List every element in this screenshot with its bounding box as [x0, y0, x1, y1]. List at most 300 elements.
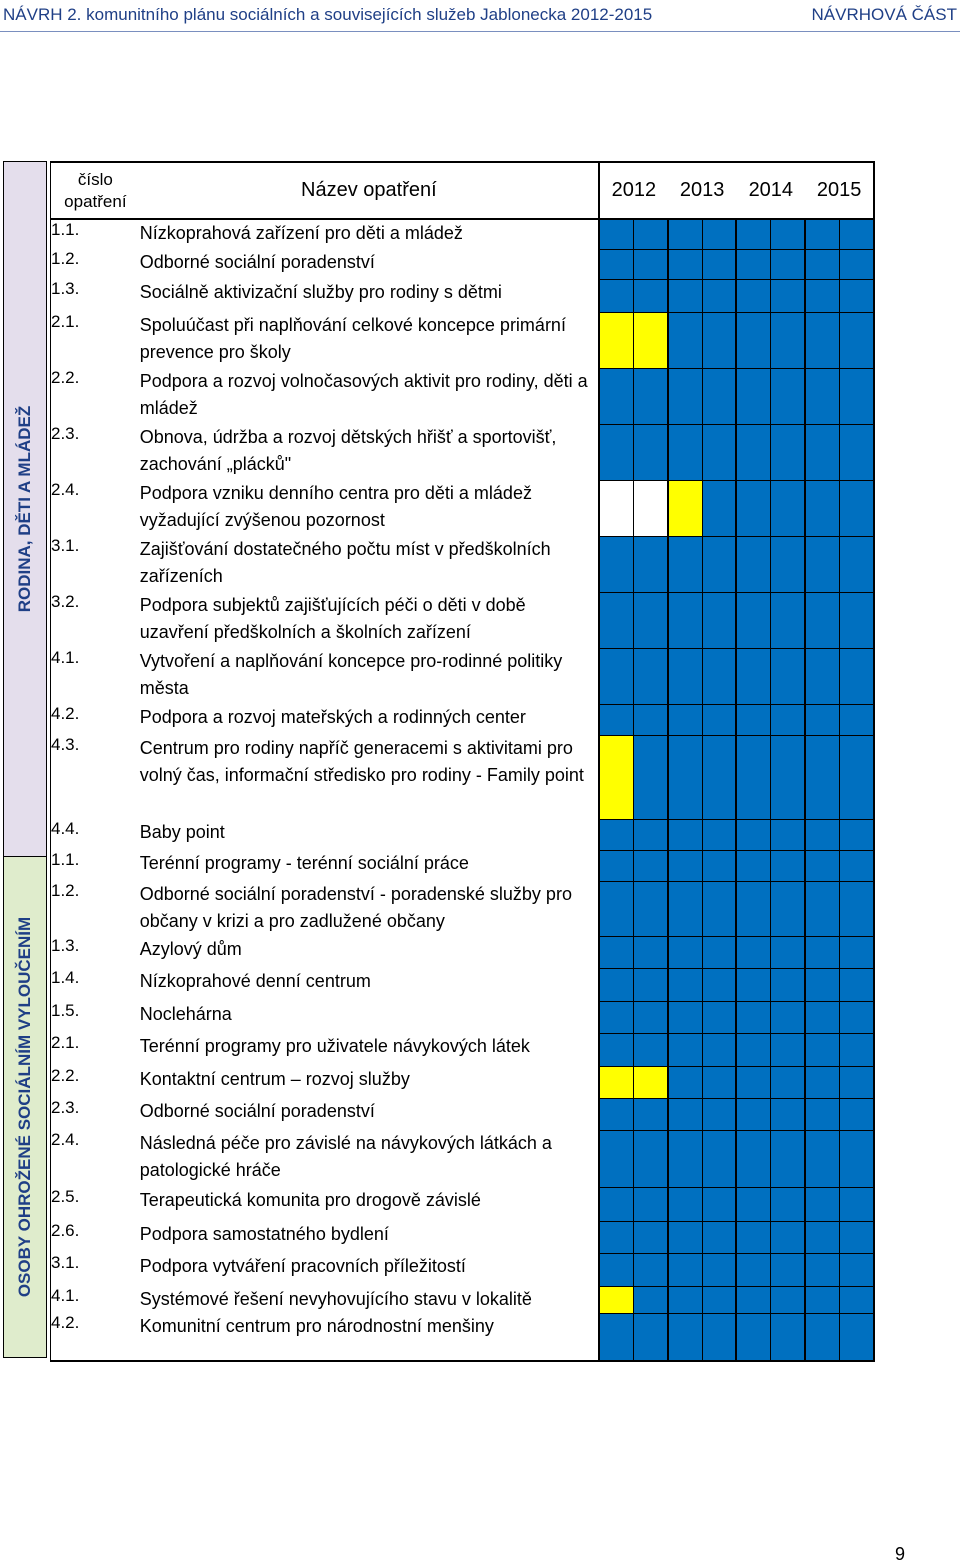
schedule-cell — [840, 368, 874, 424]
table-row — [51, 1286, 875, 1313]
schedule-cell — [736, 968, 770, 1001]
schedule-cell — [599, 368, 633, 424]
schedule-cell — [736, 1313, 770, 1361]
schedule-cell — [771, 592, 805, 648]
schedule-cell — [702, 968, 736, 1001]
measure-number: 1.2. — [51, 881, 140, 936]
measure-name: Zajišťování dostatečného počtu míst v předškolních zařízeních — [140, 536, 599, 592]
measure-name: Centrum pro rodiny napříč generacemi s aktivitami pro volný čas, informační středisko pro rodiny - Family point — [140, 735, 599, 819]
schedule-cell — [633, 1130, 667, 1187]
measure-number: 3.1. — [51, 1253, 140, 1286]
schedule-cell — [771, 881, 805, 936]
measure-number: 4.1. — [51, 1286, 140, 1313]
schedule-cell — [736, 850, 770, 881]
schedule-cell — [805, 1033, 839, 1066]
schedule-cell — [736, 819, 770, 850]
schedule-cell — [736, 1033, 770, 1066]
measure-number: 2.6. — [51, 1221, 140, 1253]
measure-name: Baby point — [140, 819, 599, 850]
schedule-cell — [702, 1313, 736, 1361]
table-row — [51, 592, 875, 648]
measure-name: Odborné sociální poradenství - poradenské služby pro občany v krizi a pro zadlužené občany — [140, 881, 599, 936]
schedule-cell — [668, 1066, 702, 1098]
schedule-cell — [805, 219, 839, 249]
document-part: NÁVRHOVÁ ČÁST — [811, 5, 957, 24]
measure-number: 3.1. — [51, 536, 140, 592]
measure-name: Terénní programy - terénní sociální práce — [140, 850, 599, 881]
schedule-cell — [599, 1253, 633, 1286]
schedule-cell — [840, 219, 874, 249]
schedule-cell — [599, 648, 633, 704]
schedule-cell — [702, 592, 736, 648]
schedule-cell — [599, 592, 633, 648]
page-header — [0, 0, 960, 32]
measure-number: 2.4. — [51, 480, 140, 536]
schedule-cell — [599, 850, 633, 881]
schedule-cell — [736, 1001, 770, 1033]
schedule-cell — [668, 1033, 702, 1066]
schedule-cell — [736, 1253, 770, 1286]
schedule-cell — [702, 279, 736, 312]
schedule-cell — [840, 850, 874, 881]
schedule-cell — [771, 279, 805, 312]
schedule-cell — [633, 368, 667, 424]
table-row — [51, 1253, 875, 1286]
schedule-cell — [668, 1187, 702, 1221]
table-row — [51, 819, 875, 850]
table-row — [51, 1001, 875, 1033]
table-row — [51, 704, 875, 735]
table-row — [51, 249, 875, 279]
table-header-row — [51, 162, 875, 219]
schedule-cell — [805, 1066, 839, 1098]
schedule-cell — [702, 1253, 736, 1286]
schedule-cell — [633, 1253, 667, 1286]
table-row — [51, 1313, 875, 1361]
schedule-cell — [840, 480, 874, 536]
schedule-cell — [771, 1066, 805, 1098]
schedule-cell — [702, 368, 736, 424]
schedule-cell — [599, 1001, 633, 1033]
measure-name: Sociálně aktivizační služby pro rodiny s dětmi — [140, 279, 599, 312]
measure-name: Noclehárna — [140, 1001, 599, 1033]
table-row — [51, 279, 875, 312]
schedule-cell — [668, 1098, 702, 1130]
table-body — [51, 219, 875, 1361]
schedule-cell — [736, 1187, 770, 1221]
table-row — [51, 219, 875, 249]
section-title: RODINA, DĚTI A MLÁDEŽ — [15, 405, 34, 613]
schedule-cell — [668, 850, 702, 881]
schedule-cell — [840, 1313, 874, 1361]
measure-name: Vytvoření a naplňování koncepce pro-rodinné politiky města — [140, 648, 599, 704]
schedule-cell — [668, 819, 702, 850]
schedule-cell — [599, 1066, 633, 1098]
schedule-cell — [805, 279, 839, 312]
schedule-cell — [771, 368, 805, 424]
schedule-cell — [668, 249, 702, 279]
schedule-cell — [840, 279, 874, 312]
schedule-cell — [771, 219, 805, 249]
schedule-cell — [805, 1098, 839, 1130]
measure-number: 2.5. — [51, 1187, 140, 1221]
schedule-cell — [805, 819, 839, 850]
measure-name: Podpora a rozvoj mateřských a rodinných center — [140, 704, 599, 735]
schedule-cell — [805, 1001, 839, 1033]
schedule-cell — [668, 648, 702, 704]
schedule-cell — [805, 1187, 839, 1221]
schedule-cell — [840, 704, 874, 735]
section-title: OSOBY OHROŽENÉ SOCIÁLNÍM VYLOUČENÍM — [15, 916, 34, 1298]
schedule-cell — [736, 424, 770, 480]
measure-name: Azylový dům — [140, 936, 599, 968]
schedule-cell — [805, 368, 839, 424]
schedule-cell — [736, 536, 770, 592]
schedule-cell — [771, 819, 805, 850]
schedule-cell — [668, 368, 702, 424]
schedule-cell — [840, 1130, 874, 1187]
schedule-cell — [805, 592, 839, 648]
schedule-cell — [702, 819, 736, 850]
schedule-cell — [840, 648, 874, 704]
schedule-cell — [736, 592, 770, 648]
schedule-cell — [702, 735, 736, 819]
schedule-cell — [736, 881, 770, 936]
schedule-cell — [599, 1286, 633, 1313]
schedule-cell — [633, 881, 667, 936]
schedule-cell — [702, 1066, 736, 1098]
schedule-cell — [633, 1098, 667, 1130]
schedule-cell — [599, 735, 633, 819]
table-row — [51, 536, 875, 592]
table-row — [51, 480, 875, 536]
measure-number: 1.3. — [51, 936, 140, 968]
table-row — [51, 312, 875, 368]
schedule-cell — [599, 881, 633, 936]
schedule-cell — [599, 1130, 633, 1187]
schedule-cell — [668, 480, 702, 536]
column-header-number: číslo opatření — [51, 162, 140, 219]
measure-number: 3.2. — [51, 592, 140, 648]
measure-name: Kontaktní centrum – rozvoj služby — [140, 1066, 599, 1098]
schedule-cell — [736, 1130, 770, 1187]
schedule-cell — [633, 1066, 667, 1098]
schedule-cell — [668, 1253, 702, 1286]
column-header-name: Název opatření — [140, 162, 599, 219]
schedule-cell — [702, 424, 736, 480]
schedule-cell — [840, 881, 874, 936]
schedule-cell — [633, 424, 667, 480]
column-header-year: 2014 — [736, 162, 805, 219]
schedule-cell — [805, 648, 839, 704]
measure-name: Terapeutická komunita pro drogově závislé — [140, 1187, 599, 1221]
measure-name: Podpora vytváření pracovních příležitostí — [140, 1253, 599, 1286]
measure-number: 1.5. — [51, 1001, 140, 1033]
schedule-cell — [805, 480, 839, 536]
schedule-cell — [840, 1033, 874, 1066]
schedule-cell — [736, 480, 770, 536]
table-row — [51, 1098, 875, 1130]
schedule-cell — [840, 249, 874, 279]
measure-number: 4.3. — [51, 735, 140, 819]
measure-number: 4.4. — [51, 819, 140, 850]
schedule-cell — [599, 1221, 633, 1253]
schedule-cell — [771, 1130, 805, 1187]
schedule-cell — [633, 968, 667, 1001]
measure-name: Nízkoprahová zařízení pro děti a mládež — [140, 219, 599, 249]
schedule-cell — [599, 936, 633, 968]
schedule-cell — [736, 936, 770, 968]
schedule-cell — [771, 1033, 805, 1066]
measures-schedule — [3, 161, 875, 1358]
schedule-cell — [840, 1221, 874, 1253]
schedule-cell — [702, 1098, 736, 1130]
schedule-cell — [805, 881, 839, 936]
schedule-cell — [736, 312, 770, 368]
measure-name: Odborné sociální poradenství — [140, 249, 599, 279]
schedule-cell — [805, 424, 839, 480]
schedule-cell — [668, 881, 702, 936]
schedule-cell — [805, 850, 839, 881]
measure-name: Odborné sociální poradenství — [140, 1098, 599, 1130]
schedule-cell — [736, 1286, 770, 1313]
schedule-cell — [736, 368, 770, 424]
schedule-cell — [633, 1313, 667, 1361]
schedule-cell — [771, 249, 805, 279]
schedule-cell — [599, 1313, 633, 1361]
schedule-cell — [668, 536, 702, 592]
schedule-cell — [599, 424, 633, 480]
measure-name: Terénní programy pro uživatele návykových látek — [140, 1033, 599, 1066]
schedule-cell — [736, 735, 770, 819]
table-row — [51, 1221, 875, 1253]
schedule-cell — [736, 249, 770, 279]
measure-number: 2.1. — [51, 312, 140, 368]
schedule-cell — [633, 1001, 667, 1033]
schedule-cell — [771, 704, 805, 735]
schedule-cell — [599, 1187, 633, 1221]
schedule-cell — [702, 1001, 736, 1033]
schedule-cell — [771, 1253, 805, 1286]
schedule-cell — [702, 1187, 736, 1221]
schedule-cell — [805, 1130, 839, 1187]
section-label-family — [3, 161, 47, 857]
schedule-cell — [840, 936, 874, 968]
schedule-cell — [736, 704, 770, 735]
schedule-cell — [736, 1098, 770, 1130]
schedule-cell — [668, 219, 702, 249]
schedule-cell — [702, 249, 736, 279]
measure-number: 1.2. — [51, 249, 140, 279]
schedule-cell — [633, 536, 667, 592]
schedule-cell — [633, 1187, 667, 1221]
schedule-cell — [771, 968, 805, 1001]
schedule-cell — [668, 1221, 702, 1253]
schedule-cell — [668, 312, 702, 368]
schedule-cell — [771, 536, 805, 592]
schedule-cell — [805, 1286, 839, 1313]
measure-name: Obnova, údržba a rozvoj dětských hřišť a sportovišť, zachování „pláckůʺ — [140, 424, 599, 480]
schedule-cell — [840, 819, 874, 850]
measure-name: Komunitní centrum pro národnostní menšiny — [140, 1313, 599, 1361]
schedule-cell — [736, 1221, 770, 1253]
schedule-cell — [736, 279, 770, 312]
measure-name: Následná péče pro závislé na návykových látkách a patologické hráče — [140, 1130, 599, 1187]
schedule-cell — [633, 1221, 667, 1253]
schedule-cell — [771, 424, 805, 480]
schedule-cell — [736, 219, 770, 249]
section-label-social-exclusion — [3, 856, 47, 1358]
table-row — [51, 1187, 875, 1221]
schedule-cell — [702, 536, 736, 592]
measure-number: 1.1. — [51, 219, 140, 249]
schedule-cell — [668, 968, 702, 1001]
schedule-cell — [633, 312, 667, 368]
schedule-cell — [702, 704, 736, 735]
schedule-cell — [771, 850, 805, 881]
schedule-cell — [805, 936, 839, 968]
column-header-year: 2015 — [805, 162, 874, 219]
column-header-year: 2013 — [668, 162, 737, 219]
schedule-cell — [599, 480, 633, 536]
schedule-cell — [668, 936, 702, 968]
schedule-cell — [771, 648, 805, 704]
schedule-cell — [840, 1001, 874, 1033]
table-row — [51, 648, 875, 704]
measure-number: 2.2. — [51, 368, 140, 424]
schedule-cell — [840, 592, 874, 648]
schedule-cell — [840, 1253, 874, 1286]
schedule-cell — [771, 1313, 805, 1361]
schedule-cell — [805, 1253, 839, 1286]
schedule-cell — [633, 704, 667, 735]
schedule-cell — [668, 704, 702, 735]
schedule-cell — [599, 279, 633, 312]
schedule-cell — [599, 704, 633, 735]
measure-number: 1.4. — [51, 968, 140, 1001]
schedule-cell — [668, 1313, 702, 1361]
schedule-cell — [805, 1221, 839, 1253]
schedule-cell — [805, 1313, 839, 1361]
schedule-cell — [599, 536, 633, 592]
schedule-cell — [771, 1001, 805, 1033]
table-row — [51, 1130, 875, 1187]
table-row — [51, 368, 875, 424]
schedule-cell — [771, 936, 805, 968]
measure-name: Podpora samostatného bydlení — [140, 1221, 599, 1253]
schedule-table — [50, 161, 875, 1362]
schedule-cell — [771, 1187, 805, 1221]
measure-name: Podpora vzniku denního centra pro děti a mládež vyžadující zvýšenou pozornost — [140, 480, 599, 536]
table-row — [51, 1066, 875, 1098]
table-row — [51, 850, 875, 881]
schedule-cell — [840, 735, 874, 819]
schedule-cell — [668, 1001, 702, 1033]
schedule-cell — [702, 1286, 736, 1313]
schedule-cell — [805, 249, 839, 279]
schedule-cell — [702, 312, 736, 368]
schedule-cell — [633, 219, 667, 249]
schedule-cell — [633, 279, 667, 312]
schedule-cell — [668, 1130, 702, 1187]
schedule-cell — [668, 424, 702, 480]
schedule-cell — [599, 819, 633, 850]
schedule-cell — [805, 968, 839, 1001]
schedule-cell — [702, 480, 736, 536]
measure-number: 2.1. — [51, 1033, 140, 1066]
schedule-cell — [805, 312, 839, 368]
table-row — [51, 735, 875, 819]
schedule-cell — [599, 1033, 633, 1066]
schedule-cell — [840, 1066, 874, 1098]
schedule-cell — [771, 1221, 805, 1253]
schedule-cell — [736, 648, 770, 704]
schedule-cell — [840, 1187, 874, 1221]
schedule-cell — [668, 279, 702, 312]
schedule-cell — [840, 1098, 874, 1130]
measure-number: 4.2. — [51, 704, 140, 735]
measure-number: 4.2. — [51, 1313, 140, 1361]
schedule-cell — [805, 735, 839, 819]
schedule-cell — [702, 648, 736, 704]
schedule-cell — [840, 424, 874, 480]
schedule-cell — [702, 936, 736, 968]
schedule-cell — [668, 592, 702, 648]
measure-number: 2.2. — [51, 1066, 140, 1098]
schedule-cell — [702, 1221, 736, 1253]
schedule-cell — [805, 704, 839, 735]
schedule-cell — [668, 1286, 702, 1313]
measure-number: 4.1. — [51, 648, 140, 704]
schedule-cell — [633, 850, 667, 881]
schedule-cell — [633, 648, 667, 704]
schedule-cell — [702, 850, 736, 881]
schedule-cell — [633, 735, 667, 819]
schedule-cell — [702, 881, 736, 936]
schedule-cell — [633, 480, 667, 536]
measure-name: Podpora subjektů zajišťujících péči o děti v době uzavření předškolních a školních zařízení — [140, 592, 599, 648]
document-title: NÁVRH 2. komunitního plánu sociálních a souvisejících služeb Jablonecka 2012-2015 — [3, 5, 653, 24]
schedule-cell — [840, 312, 874, 368]
schedule-cell — [702, 219, 736, 249]
schedule-cell — [668, 735, 702, 819]
schedule-cell — [599, 249, 633, 279]
schedule-cell — [805, 536, 839, 592]
measure-name: Podpora a rozvoj volnočasových aktivit pro rodiny, děti a mládež — [140, 368, 599, 424]
measure-name: Nízkoprahové denní centrum — [140, 968, 599, 1001]
table-row — [51, 881, 875, 936]
schedule-cell — [599, 1098, 633, 1130]
schedule-cell — [771, 735, 805, 819]
schedule-cell — [633, 592, 667, 648]
measure-name: Spoluúčast při naplňování celkové koncepce primární prevence pro školy — [140, 312, 599, 368]
measure-number: 1.1. — [51, 850, 140, 881]
page-number: 9 — [895, 1544, 906, 1564]
measure-number: 2.4. — [51, 1130, 140, 1187]
schedule-cell — [599, 219, 633, 249]
schedule-cell — [840, 968, 874, 1001]
schedule-cell — [840, 536, 874, 592]
schedule-cell — [840, 1286, 874, 1313]
schedule-cell — [771, 480, 805, 536]
measure-number: 2.3. — [51, 424, 140, 480]
table-row — [51, 936, 875, 968]
header-divider — [0, 31, 960, 32]
schedule-cell — [633, 249, 667, 279]
schedule-cell — [599, 968, 633, 1001]
schedule-cell — [633, 936, 667, 968]
table-row — [51, 968, 875, 1001]
